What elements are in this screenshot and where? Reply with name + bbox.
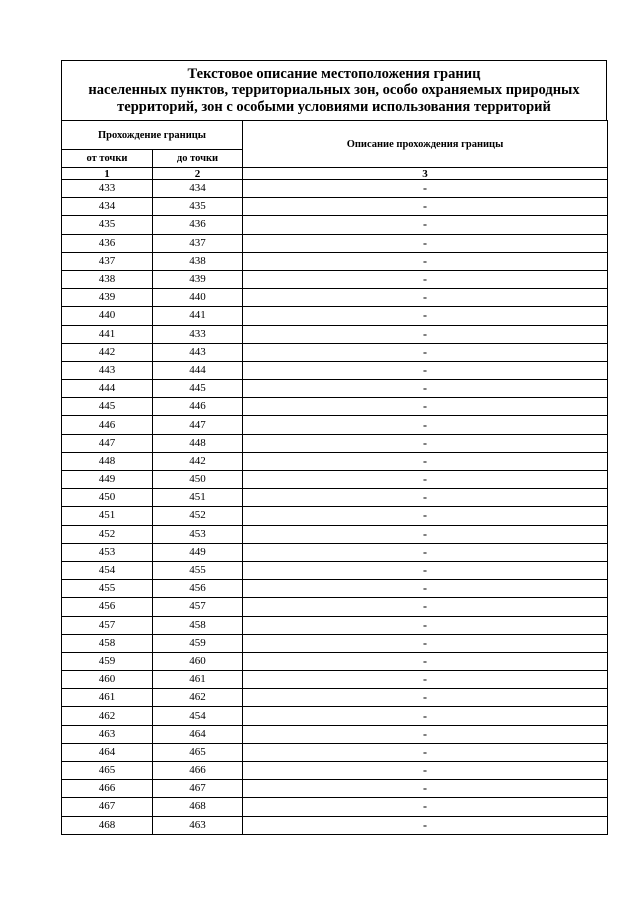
table-row <box>62 525 608 543</box>
description-cell: - <box>243 234 608 252</box>
table-row <box>62 307 608 325</box>
from-point-cell: 441 <box>62 325 153 343</box>
to-point-cell: 449 <box>153 543 243 561</box>
description-cell: - <box>243 343 608 361</box>
from-point-cell: 440 <box>62 307 153 325</box>
description-cell: - <box>243 798 608 816</box>
title-line-2: населенных пунктов, территориальных зон, особо охраняемых природных <box>88 82 580 99</box>
table-row <box>62 762 608 780</box>
from-point-cell: 449 <box>62 471 153 489</box>
from-point-cell: 460 <box>62 671 153 689</box>
description-cell: - <box>243 471 608 489</box>
from-point-cell: 448 <box>62 452 153 470</box>
to-point-cell: 457 <box>153 598 243 616</box>
description-cell: - <box>243 507 608 525</box>
description-cell: - <box>243 707 608 725</box>
to-point-cell: 437 <box>153 234 243 252</box>
table-row <box>62 507 608 525</box>
description-cell: - <box>243 325 608 343</box>
from-point-cell: 451 <box>62 507 153 525</box>
table-row <box>62 725 608 743</box>
from-point-cell: 468 <box>62 816 153 834</box>
from-point-cell: 447 <box>62 434 153 452</box>
description-cell: - <box>243 725 608 743</box>
to-point-cell: 436 <box>153 216 243 234</box>
from-point-cell: 459 <box>62 652 153 670</box>
to-point-cell: 447 <box>153 416 243 434</box>
table-row <box>62 252 608 270</box>
to-point-cell: 452 <box>153 507 243 525</box>
from-point-cell: 446 <box>62 416 153 434</box>
from-point-cell: 455 <box>62 580 153 598</box>
header-to-point: до точки <box>153 150 243 168</box>
table-row <box>62 580 608 598</box>
description-cell: - <box>243 816 608 834</box>
from-point-cell: 462 <box>62 707 153 725</box>
description-cell: - <box>243 780 608 798</box>
description-cell: - <box>243 580 608 598</box>
to-point-cell: 459 <box>153 634 243 652</box>
header-col-number: 2 <box>153 168 243 180</box>
to-point-cell: 443 <box>153 343 243 361</box>
from-point-cell: 435 <box>62 216 153 234</box>
to-point-cell: 434 <box>153 180 243 198</box>
to-point-cell: 440 <box>153 289 243 307</box>
description-cell: - <box>243 380 608 398</box>
document <box>61 60 607 835</box>
table-row <box>62 270 608 288</box>
from-point-cell: 458 <box>62 634 153 652</box>
to-point-cell: 458 <box>153 616 243 634</box>
description-cell: - <box>243 671 608 689</box>
from-point-cell: 456 <box>62 598 153 616</box>
header-col-number: 3 <box>243 168 608 180</box>
table-body <box>62 180 608 835</box>
to-point-cell: 433 <box>153 325 243 343</box>
to-point-cell: 467 <box>153 780 243 798</box>
to-point-cell: 435 <box>153 198 243 216</box>
table-row <box>62 198 608 216</box>
to-point-cell: 468 <box>153 798 243 816</box>
from-point-cell: 466 <box>62 780 153 798</box>
from-point-cell: 454 <box>62 561 153 579</box>
header-description: Описание прохождения границы <box>243 121 608 168</box>
header-boundary-passage: Прохождение границы <box>62 121 243 150</box>
from-point-cell: 467 <box>62 798 153 816</box>
description-cell: - <box>243 307 608 325</box>
from-point-cell: 439 <box>62 289 153 307</box>
table-row <box>62 361 608 379</box>
description-cell: - <box>243 598 608 616</box>
from-point-cell: 463 <box>62 725 153 743</box>
table-row <box>62 325 608 343</box>
description-cell: - <box>243 525 608 543</box>
to-point-cell: 456 <box>153 580 243 598</box>
table-row <box>62 216 608 234</box>
table-row <box>62 380 608 398</box>
description-cell: - <box>243 398 608 416</box>
table-row <box>62 234 608 252</box>
from-point-cell: 453 <box>62 543 153 561</box>
table-row <box>62 343 608 361</box>
description-cell: - <box>243 743 608 761</box>
table-row <box>62 416 608 434</box>
from-point-cell: 438 <box>62 270 153 288</box>
description-cell: - <box>243 252 608 270</box>
description-cell: - <box>243 289 608 307</box>
to-point-cell: 455 <box>153 561 243 579</box>
to-point-cell: 461 <box>153 671 243 689</box>
to-point-cell: 448 <box>153 434 243 452</box>
from-point-cell: 444 <box>62 380 153 398</box>
table-row <box>62 398 608 416</box>
to-point-cell: 450 <box>153 471 243 489</box>
table-row <box>62 471 608 489</box>
table-row <box>62 652 608 670</box>
to-point-cell: 438 <box>153 252 243 270</box>
description-cell: - <box>243 180 608 198</box>
description-cell: - <box>243 216 608 234</box>
to-point-cell: 464 <box>153 725 243 743</box>
to-point-cell: 465 <box>153 743 243 761</box>
description-cell: - <box>243 452 608 470</box>
from-point-cell: 442 <box>62 343 153 361</box>
description-cell: - <box>243 270 608 288</box>
description-cell: - <box>243 762 608 780</box>
to-point-cell: 445 <box>153 380 243 398</box>
from-point-cell: 450 <box>62 489 153 507</box>
description-cell: - <box>243 434 608 452</box>
description-cell: - <box>243 416 608 434</box>
description-cell: - <box>243 561 608 579</box>
header-col-number: 1 <box>62 168 153 180</box>
from-point-cell: 436 <box>62 234 153 252</box>
description-cell: - <box>243 689 608 707</box>
table-row <box>62 561 608 579</box>
to-point-cell: 463 <box>153 816 243 834</box>
from-point-cell: 434 <box>62 198 153 216</box>
table-row <box>62 616 608 634</box>
title-line-3: территорий, зон с особыми условиями использования территорий <box>117 98 551 115</box>
from-point-cell: 437 <box>62 252 153 270</box>
table-row <box>62 289 608 307</box>
description-cell: - <box>243 198 608 216</box>
to-point-cell: 442 <box>153 452 243 470</box>
description-cell: - <box>243 489 608 507</box>
table-row <box>62 816 608 834</box>
table-row <box>62 707 608 725</box>
from-point-cell: 464 <box>62 743 153 761</box>
table-row <box>62 798 608 816</box>
from-point-cell: 457 <box>62 616 153 634</box>
description-cell: - <box>243 634 608 652</box>
description-cell: - <box>243 652 608 670</box>
to-point-cell: 439 <box>153 270 243 288</box>
description-cell: - <box>243 616 608 634</box>
from-point-cell: 465 <box>62 762 153 780</box>
table-row <box>62 634 608 652</box>
document-title <box>61 60 607 120</box>
from-point-cell: 445 <box>62 398 153 416</box>
to-point-cell: 453 <box>153 525 243 543</box>
to-point-cell: 451 <box>153 489 243 507</box>
to-point-cell: 460 <box>153 652 243 670</box>
to-point-cell: 444 <box>153 361 243 379</box>
table-row <box>62 743 608 761</box>
table-row <box>62 598 608 616</box>
table-row <box>62 489 608 507</box>
table-row <box>62 434 608 452</box>
from-point-cell: 452 <box>62 525 153 543</box>
table-row <box>62 180 608 198</box>
to-point-cell: 454 <box>153 707 243 725</box>
description-cell: - <box>243 543 608 561</box>
table-row <box>62 689 608 707</box>
from-point-cell: 461 <box>62 689 153 707</box>
table-row <box>62 780 608 798</box>
header-from-point: от точки <box>62 150 153 168</box>
from-point-cell: 433 <box>62 180 153 198</box>
table-row <box>62 452 608 470</box>
from-point-cell: 443 <box>62 361 153 379</box>
to-point-cell: 466 <box>153 762 243 780</box>
boundary-table <box>61 120 608 835</box>
table-row <box>62 671 608 689</box>
to-point-cell: 462 <box>153 689 243 707</box>
to-point-cell: 441 <box>153 307 243 325</box>
to-point-cell: 446 <box>153 398 243 416</box>
title-line-1: Текстовое описание местоположения границ <box>187 65 481 82</box>
description-cell: - <box>243 361 608 379</box>
table-row <box>62 543 608 561</box>
